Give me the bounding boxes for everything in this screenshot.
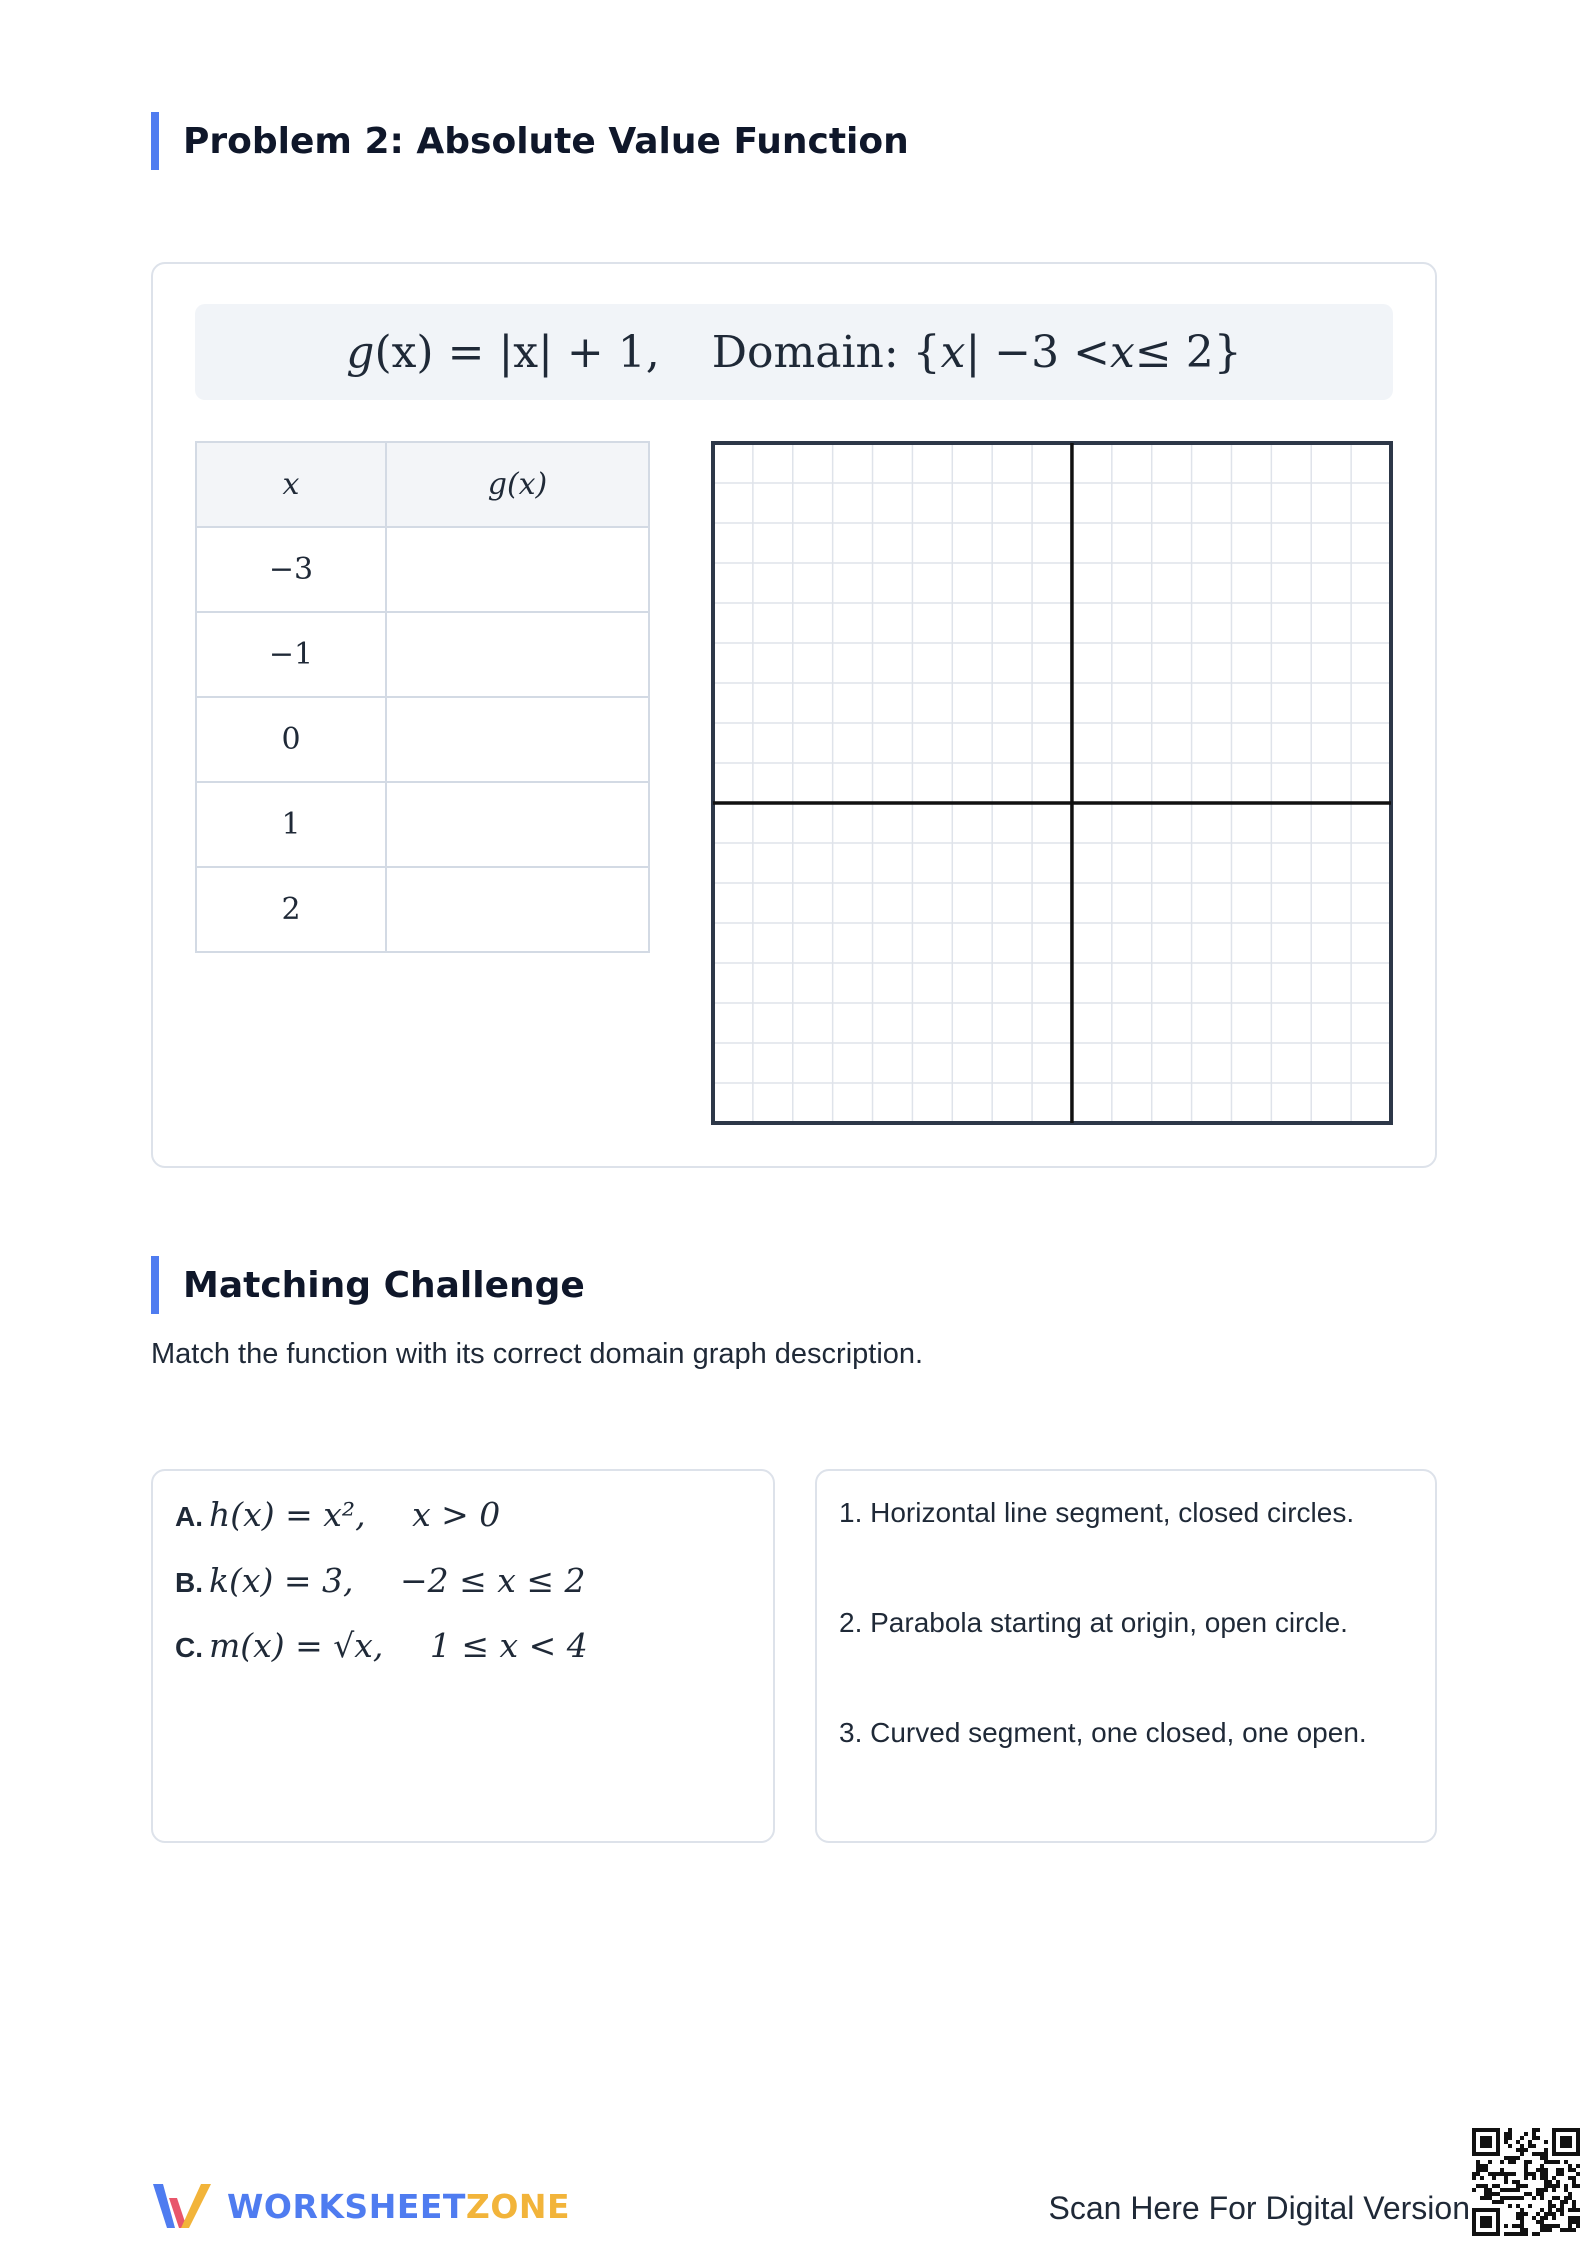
qr-module: [1512, 2232, 1516, 2236]
formula-g: g: [346, 326, 375, 378]
qr-module: [1576, 2172, 1580, 2176]
qr-module: [1504, 2156, 1508, 2160]
qr-module: [1480, 2168, 1484, 2172]
cell-x: 2: [196, 867, 386, 952]
qr-module: [1532, 2172, 1536, 2176]
cell-gx-input[interactable]: [386, 612, 649, 697]
qr-module: [1572, 2220, 1576, 2224]
qr-module: [1484, 2188, 1488, 2192]
problem-heading: Problem 2: Absolute Value Function: [151, 112, 909, 170]
qr-module: [1480, 2136, 1492, 2148]
qr-module: [1508, 2172, 1512, 2176]
qr-module: [1496, 2200, 1500, 2204]
qr-module: [1540, 2188, 1544, 2192]
qr-module: [1528, 2144, 1532, 2148]
function-item-a[interactable]: [175, 1495, 500, 1534]
qr-module: [1540, 2228, 1544, 2232]
qr-module: [1540, 2192, 1544, 2196]
cell-x: 1: [196, 782, 386, 867]
qr-module: [1576, 2184, 1580, 2188]
qr-module: [1516, 2196, 1520, 2200]
qr-module: [1520, 2212, 1524, 2216]
qr-module: [1480, 2196, 1484, 2200]
qr-module: [1536, 2232, 1540, 2236]
qr-module: [1524, 2148, 1528, 2152]
qr-module: [1564, 2160, 1568, 2164]
functions-card: [151, 1469, 775, 1843]
qr-module: [1504, 2224, 1508, 2228]
qr-module: [1548, 2208, 1552, 2212]
qr-module: [1560, 2204, 1564, 2208]
function-expr: h(x) = x²,: [209, 1495, 377, 1534]
brand-part1: WORKSHEET: [227, 2186, 466, 2226]
qr-module: [1576, 2208, 1580, 2212]
qr-module: [1472, 2188, 1476, 2192]
qr-module: [1576, 2216, 1580, 2220]
worksheetzone-logo[interactable]: [151, 2178, 570, 2234]
qr-module: [1552, 2188, 1556, 2192]
qr-module: [1488, 2192, 1492, 2196]
qr-module: [1572, 2200, 1576, 2204]
qr-module: [1540, 2196, 1544, 2200]
qr-module: [1556, 2208, 1560, 2212]
table-row: [196, 527, 649, 612]
qr-module: [1536, 2128, 1540, 2132]
qr-module: [1532, 2152, 1536, 2156]
qr-module: [1488, 2160, 1492, 2164]
qr-module: [1508, 2144, 1512, 2148]
qr-module: [1524, 2172, 1528, 2176]
header-gx: g(x): [386, 442, 649, 527]
qr-module: [1520, 2228, 1524, 2232]
grid-border: [713, 443, 1391, 1123]
qr-module: [1520, 2208, 1524, 2212]
qr-module: [1568, 2228, 1572, 2232]
table-row: [196, 782, 649, 867]
qr-module: [1508, 2156, 1512, 2160]
qr-module: [1504, 2232, 1508, 2236]
qr-module: [1508, 2232, 1512, 2236]
cell-x: −1: [196, 612, 386, 697]
qr-module: [1544, 2176, 1548, 2180]
qr-module: [1548, 2204, 1552, 2208]
qr-module: [1572, 2180, 1576, 2184]
qr-module: [1560, 2200, 1564, 2204]
table-row: [196, 697, 649, 782]
qr-module: [1504, 2136, 1508, 2140]
qr-module: [1480, 2216, 1492, 2228]
qr-module: [1540, 2208, 1544, 2212]
qr-module: [1492, 2200, 1496, 2204]
qr-module: [1552, 2216, 1556, 2220]
qr-module: [1516, 2180, 1520, 2184]
qr-module: [1540, 2168, 1544, 2172]
qr-module: [1516, 2148, 1520, 2152]
domain-x2: x: [1110, 326, 1135, 378]
function-letter: A.: [175, 1501, 203, 1532]
qr-module: [1508, 2188, 1512, 2192]
qr-module: [1484, 2164, 1488, 2168]
qr-module: [1540, 2152, 1544, 2156]
qr-module: [1524, 2228, 1528, 2232]
qr-module: [1568, 2220, 1572, 2224]
qr-module: [1544, 2140, 1548, 2144]
qr-module: [1572, 2228, 1576, 2232]
qr-module: [1504, 2180, 1508, 2184]
qr-module: [1544, 2152, 1548, 2156]
qr-module: [1476, 2184, 1480, 2188]
qr-module: [1544, 2184, 1548, 2188]
qr-module: [1512, 2156, 1516, 2160]
qr-module: [1552, 2224, 1556, 2228]
qr-module: [1572, 2168, 1576, 2172]
qr-module: [1516, 2204, 1520, 2208]
qr-module: [1572, 2176, 1576, 2180]
qr-module: [1564, 2184, 1568, 2188]
qr-module: [1504, 2176, 1508, 2180]
qr-module: [1548, 2180, 1552, 2184]
qr-module: [1508, 2204, 1512, 2208]
qr-module: [1480, 2164, 1484, 2168]
qr-module: [1556, 2196, 1560, 2200]
qr-module: [1512, 2196, 1516, 2200]
qr-module: [1544, 2216, 1548, 2220]
qr-module: [1556, 2180, 1560, 2184]
qr-module: [1540, 2172, 1544, 2176]
qr-module: [1556, 2172, 1560, 2176]
qr-module: [1508, 2160, 1512, 2164]
qr-module: [1568, 2168, 1572, 2172]
qr-module: [1556, 2224, 1560, 2228]
qr-module: [1496, 2172, 1500, 2176]
qr-module: [1492, 2176, 1496, 2180]
function-item-b[interactable]: [175, 1561, 585, 1600]
qr-module: [1536, 2152, 1540, 2156]
qr-module: [1548, 2200, 1552, 2204]
description-item-3[interactable]: 3. Curved segment, one closed, one open.: [839, 1717, 1367, 1748]
qr-module: [1484, 2192, 1488, 2196]
qr-module: [1536, 2220, 1540, 2224]
qr-module: [1576, 2164, 1580, 2168]
function-domain: 1 ≤ x < 4: [429, 1626, 588, 1665]
qr-module: [1572, 2204, 1576, 2208]
qr-module: [1552, 2212, 1556, 2216]
qr-module: [1560, 2212, 1564, 2216]
qr-module: [1544, 2224, 1548, 2228]
qr-module: [1544, 2160, 1548, 2164]
qr-module: [1568, 2192, 1572, 2196]
qr-module: [1500, 2160, 1504, 2164]
qr-module: [1528, 2160, 1532, 2164]
qr-module: [1512, 2224, 1516, 2228]
qr-module: [1520, 2136, 1524, 2140]
qr-module: [1544, 2188, 1548, 2192]
function-letter: C.: [175, 1632, 203, 1663]
qr-module: [1496, 2192, 1500, 2196]
qr-module: [1520, 2216, 1524, 2220]
cell-gx-input[interactable]: [386, 782, 649, 867]
qr-module: [1500, 2168, 1504, 2172]
qr-module: [1552, 2196, 1556, 2200]
qr-module: [1556, 2168, 1560, 2172]
qr-module: [1520, 2220, 1524, 2224]
qr-module: [1488, 2196, 1492, 2200]
qr-module: [1524, 2192, 1528, 2196]
cell-gx-input[interactable]: [386, 697, 649, 782]
function-domain: x > 0: [412, 1495, 501, 1534]
qr-module: [1528, 2204, 1532, 2208]
qr-module: [1520, 2152, 1524, 2156]
qr-module: [1508, 2136, 1512, 2140]
qr-module: [1512, 2160, 1516, 2164]
qr-module: [1544, 2172, 1548, 2176]
qr-module: [1552, 2184, 1556, 2188]
qr-module: [1548, 2184, 1552, 2188]
qr-module: [1564, 2228, 1568, 2232]
qr-module: [1552, 2160, 1556, 2164]
qr-module: [1568, 2216, 1572, 2220]
qr-module: [1560, 2136, 1572, 2148]
cell-x: −3: [196, 527, 386, 612]
qr-module: [1504, 2196, 1508, 2200]
qr-module: [1520, 2144, 1524, 2148]
qr-module: [1572, 2208, 1576, 2212]
qr-module: [1496, 2184, 1500, 2188]
qr-module: [1540, 2164, 1544, 2168]
function-domain: −2 ≤ x ≤ 2: [399, 1561, 586, 1600]
qr-module: [1500, 2188, 1504, 2192]
qr-module: [1568, 2224, 1572, 2228]
qr-module: [1508, 2128, 1512, 2132]
domain-label: Domain: {: [711, 326, 941, 378]
qr-module: [1520, 2196, 1524, 2200]
brand-name: [227, 2187, 570, 2226]
domain-x: x: [940, 326, 966, 378]
qr-module: [1512, 2180, 1516, 2184]
qr-code-icon[interactable]: [1472, 2128, 1580, 2236]
qr-module: [1528, 2172, 1532, 2176]
qr-module: [1520, 2148, 1524, 2152]
qr-module: [1516, 2188, 1520, 2192]
qr-module: [1528, 2140, 1532, 2144]
qr-module: [1472, 2172, 1476, 2176]
qr-module: [1500, 2196, 1504, 2200]
qr-module: [1536, 2192, 1540, 2196]
qr-module: [1572, 2216, 1576, 2220]
qr-module: [1536, 2168, 1540, 2172]
qr-module: [1480, 2184, 1484, 2188]
domain-end: ≤ 2}: [1134, 326, 1242, 378]
table-row: [196, 867, 649, 952]
qr-module: [1488, 2188, 1492, 2192]
function-expr: k(x) = 3,: [209, 1561, 364, 1600]
qr-module: [1484, 2196, 1488, 2200]
qr-module: [1476, 2160, 1480, 2164]
qr-module: [1536, 2136, 1540, 2140]
qr-module: [1544, 2156, 1548, 2160]
qr-module: [1492, 2192, 1496, 2196]
qr-module: [1576, 2224, 1580, 2228]
qr-module: [1480, 2176, 1484, 2180]
worksheetzone-logo-icon: [151, 2178, 213, 2234]
qr-module: [1532, 2132, 1536, 2136]
qr-module: [1568, 2176, 1572, 2180]
qr-module: [1544, 2212, 1548, 2216]
qr-module: [1488, 2172, 1492, 2176]
qr-module: [1504, 2140, 1508, 2144]
qr-module: [1532, 2216, 1536, 2220]
qr-module: [1564, 2196, 1568, 2200]
qr-module: [1516, 2184, 1520, 2188]
qr-module: [1524, 2164, 1528, 2168]
function-formula: [195, 304, 1393, 400]
qr-module: [1532, 2196, 1536, 2200]
qr-module: [1524, 2168, 1528, 2172]
qr-module: [1476, 2164, 1480, 2168]
cell-x: 0: [196, 697, 386, 782]
qr-module: [1552, 2204, 1556, 2208]
qr-module: [1548, 2212, 1552, 2216]
value-table: [195, 441, 650, 953]
cell-gx-input[interactable]: [386, 527, 649, 612]
qr-module: [1472, 2176, 1476, 2180]
qr-module: [1540, 2156, 1544, 2160]
qr-module: [1548, 2160, 1552, 2164]
qr-module: [1560, 2228, 1564, 2232]
qr-module: [1548, 2228, 1552, 2232]
qr-module: [1540, 2224, 1544, 2228]
qr-module: [1520, 2184, 1524, 2188]
qr-module: [1536, 2188, 1540, 2192]
qr-module: [1568, 2208, 1572, 2212]
scan-text: Scan Here For Digital Version: [1048, 2190, 1470, 2226]
qr-module: [1568, 2196, 1572, 2200]
qr-module: [1504, 2188, 1508, 2192]
qr-module: [1568, 2164, 1572, 2168]
matching-heading: Matching Challenge: [151, 1256, 585, 1314]
matching-instructions: Match the function with its correct domain graph description.: [151, 1338, 924, 1370]
qr-module: [1508, 2132, 1512, 2136]
qr-module: [1556, 2160, 1560, 2164]
qr-module: [1516, 2156, 1520, 2160]
qr-module: [1520, 2232, 1524, 2236]
qr-module: [1516, 2224, 1520, 2228]
qr-module: [1536, 2212, 1540, 2216]
qr-module: [1560, 2172, 1564, 2176]
qr-module: [1564, 2188, 1568, 2192]
domain-mid: | −3 <: [965, 326, 1111, 378]
qr-module: [1548, 2224, 1552, 2228]
qr-module: [1516, 2212, 1520, 2216]
qr-module: [1560, 2208, 1564, 2212]
qr-module: [1524, 2184, 1528, 2188]
qr-module: [1500, 2172, 1504, 2176]
qr-module: [1544, 2228, 1548, 2232]
qr-module: [1512, 2172, 1516, 2176]
description-item-2[interactable]: 2. Parabola starting at origin, open circle.: [839, 1607, 1348, 1638]
qr-module: [1476, 2172, 1480, 2176]
qr-module: [1564, 2200, 1568, 2204]
qr-module: [1532, 2232, 1536, 2236]
formula-lhs: (x) = |x| + 1,: [374, 326, 660, 378]
qr-module: [1524, 2160, 1528, 2164]
qr-module: [1484, 2184, 1488, 2188]
table-row: [196, 612, 649, 697]
function-letter: B.: [175, 1567, 203, 1598]
qr-module: [1552, 2176, 1556, 2180]
qr-module: [1528, 2192, 1532, 2196]
qr-module: [1524, 2176, 1528, 2180]
qr-module: [1532, 2136, 1536, 2140]
qr-module: [1532, 2176, 1536, 2180]
qr-module: [1532, 2144, 1536, 2148]
qr-module: [1504, 2132, 1508, 2136]
qr-module: [1560, 2168, 1564, 2172]
qr-module: [1512, 2188, 1516, 2192]
qr-module: [1516, 2216, 1520, 2220]
qr-module: [1524, 2212, 1528, 2216]
qr-module: [1556, 2184, 1560, 2188]
qr-module: [1572, 2184, 1576, 2188]
qr-module: [1540, 2176, 1544, 2180]
qr-module: [1492, 2172, 1496, 2176]
qr-module: [1540, 2216, 1544, 2220]
function-expr: m(x) = √x,: [209, 1626, 394, 1665]
qr-module: [1520, 2224, 1524, 2228]
qr-module: [1524, 2132, 1528, 2136]
description-item-1[interactable]: 1. Horizontal line segment, closed circles.: [839, 1497, 1355, 1528]
coordinate-grid[interactable]: [711, 441, 1393, 1125]
qr-module: [1516, 2140, 1520, 2144]
qr-module: [1504, 2172, 1508, 2176]
coordinate-grid-svg: [711, 441, 1393, 1125]
qr-module: [1484, 2168, 1488, 2172]
qr-module: [1576, 2220, 1580, 2224]
table-header-row: [196, 442, 649, 527]
cell-gx-input[interactable]: [386, 867, 649, 952]
qr-module: [1500, 2200, 1504, 2204]
function-item-c[interactable]: [175, 1626, 588, 1665]
qr-module: [1492, 2184, 1496, 2188]
qr-module: [1524, 2232, 1528, 2236]
qr-module: [1544, 2168, 1548, 2172]
qr-module: [1540, 2220, 1544, 2224]
qr-module: [1476, 2168, 1480, 2172]
qr-module: [1516, 2232, 1520, 2236]
header-x: x: [196, 442, 386, 527]
brand-part2: ZONE: [465, 2186, 571, 2226]
qr-module: [1544, 2148, 1548, 2152]
qr-module: [1508, 2196, 1512, 2200]
qr-module: [1532, 2128, 1536, 2132]
qr-module: [1544, 2180, 1548, 2184]
descriptions-card: [815, 1469, 1437, 1843]
